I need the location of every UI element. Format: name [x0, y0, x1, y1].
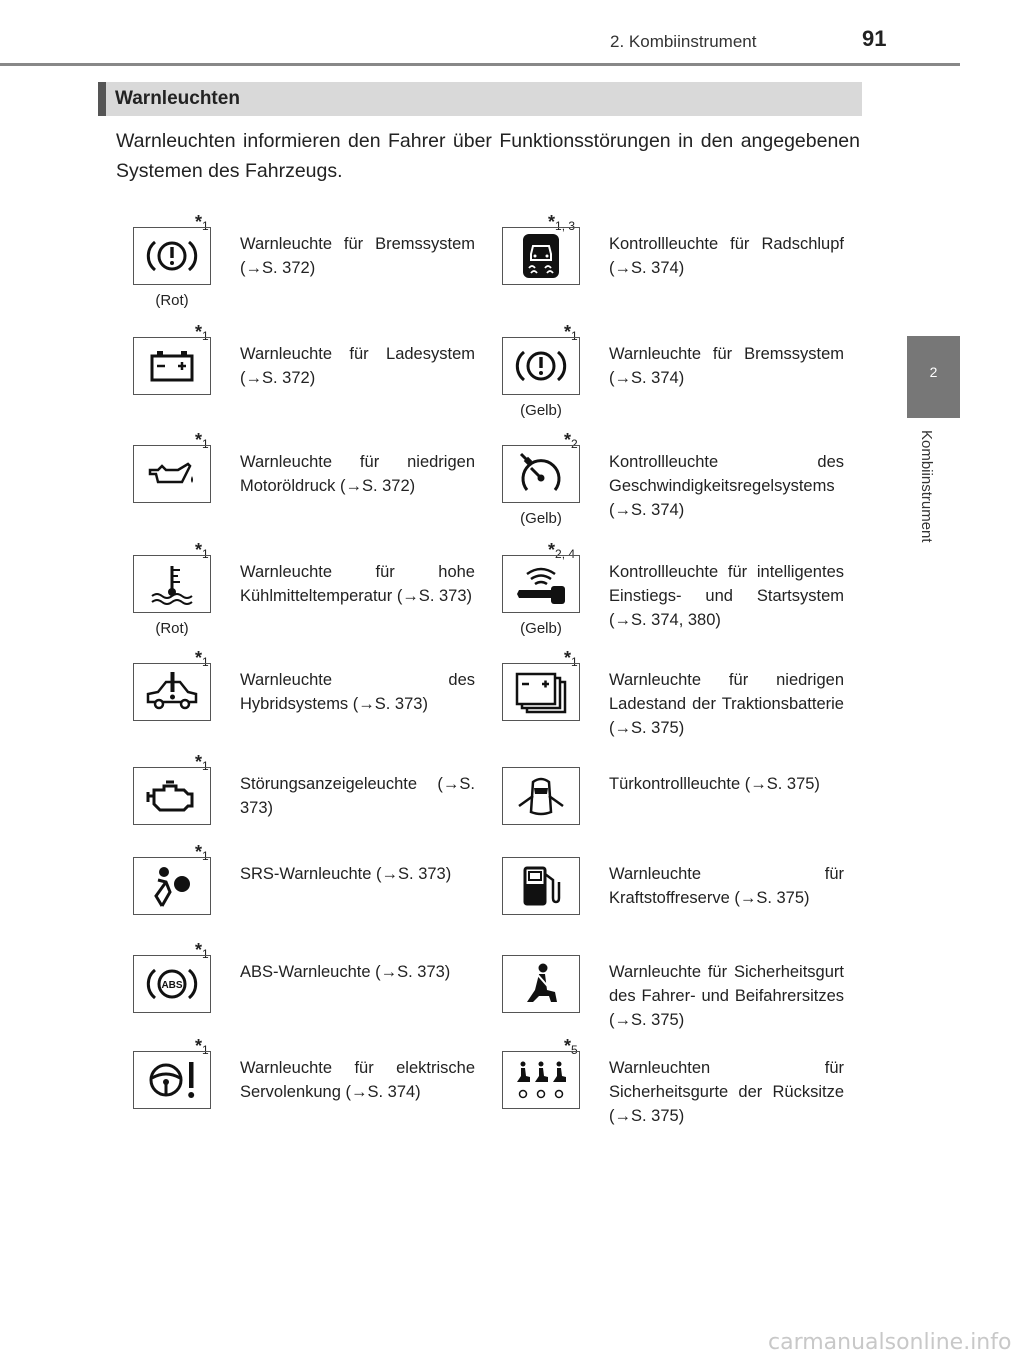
- footnote-marker: $*_1$: [195, 212, 209, 233]
- abs-icon: [133, 955, 211, 1013]
- footnote-marker: $*_1$: [195, 940, 209, 961]
- color-label: (Rot): [155, 620, 189, 637]
- warning-item: [502, 940, 862, 1048]
- srs-airbag-icon: [133, 857, 211, 915]
- color-label: (Gelb): [520, 510, 562, 527]
- chapter-tab-number: 2: [929, 364, 938, 380]
- cruise-control-icon: [502, 445, 580, 503]
- power-steering-icon: [133, 1051, 211, 1109]
- warning-item: [133, 540, 493, 648]
- warning-description: SRS-Warnleuchte (→S. 373): [240, 865, 452, 883]
- footnote-marker: $*_1$: [564, 322, 578, 343]
- warning-item: [502, 1036, 862, 1144]
- brake-warning-icon: [502, 337, 580, 395]
- check-engine-icon: [133, 767, 211, 825]
- warning-item: [502, 430, 862, 538]
- chapter-title: 2. Kombiinstrument: [610, 32, 757, 51]
- footnote-marker: $*_1$: [195, 1036, 209, 1057]
- footnote-marker: $*_1$: [195, 648, 209, 669]
- warning-item: [133, 940, 493, 1048]
- warning-item: [502, 648, 862, 756]
- footnote-marker: $*_{1, 3}$: [548, 212, 576, 233]
- warning-description: Warnleuchte für hohe Kühlmitteltemperatur (→S. 373): [240, 563, 475, 605]
- footnote-marker: $*_5$: [564, 1036, 578, 1057]
- warning-item: [133, 1036, 493, 1144]
- footnote-marker: $*_1$: [564, 648, 578, 669]
- warning-description: Warnleuchte für niedrigen Motoröldruck (→S. 372): [240, 453, 475, 495]
- coolant-temperature-icon: [133, 555, 211, 613]
- brake-warning-icon: [133, 227, 211, 285]
- door-open-icon: [502, 767, 580, 825]
- watermark: carmanualsonline.info: [768, 1330, 1011, 1355]
- battery-charging-icon: [133, 337, 211, 395]
- warning-description: Warnleuchte für niedrigen Ladestand der Traktionsbatterie (→S. 375): [609, 671, 844, 737]
- footnote-marker: $*_1$: [195, 540, 209, 561]
- warning-description: Warnleuchte für Ladesystem (→S. 372): [240, 345, 475, 387]
- section-header-bar: [98, 82, 862, 116]
- warning-description: Kontrollleuchte für Radschlupf (→S. 374): [609, 235, 844, 277]
- warning-item: [502, 212, 862, 320]
- warning-description: Warnleuchte für elektrische Servolenkung (→S. 374): [240, 1059, 475, 1101]
- warning-item: [133, 322, 493, 430]
- footnote-marker: $*_2$: [564, 430, 578, 451]
- oil-pressure-icon: [133, 445, 211, 503]
- color-label: (Rot): [155, 292, 189, 309]
- rear-seatbelt-icon: [502, 1051, 580, 1109]
- traction-battery-icon: [502, 663, 580, 721]
- page-number: 91: [862, 26, 887, 51]
- warning-item: [133, 648, 493, 756]
- warning-description: Warnleuchte des Hybridsystems (→S. 373): [240, 671, 475, 713]
- footnote-marker: $*_1$: [195, 752, 209, 773]
- warning-description: Kontrollleuchte für intelligentes Einstiegs- und Startsystem (→S. 374, 380): [609, 563, 844, 629]
- warning-description: ABS-Warnleuchte (→S. 373): [240, 963, 451, 981]
- warning-description: Kontrollleuchte des Geschwindigkeitsregelsystems (→S. 374): [609, 453, 844, 519]
- warning-item: [133, 430, 493, 538]
- warning-item: [502, 842, 862, 950]
- color-label: (Gelb): [520, 402, 562, 419]
- warning-description: Warnleuchte für Bremssystem (→S. 374): [609, 345, 844, 387]
- seatbelt-icon: [502, 955, 580, 1013]
- svg-text:ABS: ABS: [161, 980, 183, 991]
- header-divider: [0, 63, 960, 66]
- warning-item: [133, 842, 493, 950]
- warning-description: Störungsanzeigeleuchte (→S. 373): [240, 775, 475, 817]
- fuel-icon: [502, 857, 580, 915]
- chapter-tab: [907, 336, 960, 418]
- warning-item: [133, 212, 493, 320]
- color-label: (Gelb): [520, 620, 562, 637]
- section-intro: Warnleuchten informieren den Fahrer über Funktionsstörungen in den angegebenen Systemen des Fahrzeugs.: [116, 130, 860, 182]
- footnote-marker: $*_{2, 4}$: [548, 540, 576, 561]
- warning-item: [502, 540, 862, 648]
- warning-description: Türkontrollleuchte (→S. 375): [609, 775, 820, 793]
- smart-key-icon: [502, 555, 580, 613]
- warning-description: Warnleuchten für Sicherheitsgurte der Rücksitze (→S. 375): [609, 1059, 844, 1125]
- warning-description: Warnleuchte für Kraftstoffreserve (→S. 375): [609, 865, 844, 907]
- warning-item: [502, 322, 862, 430]
- warning-description: Warnleuchte für Sicherheitsgurt des Fahrer- und Beifahrersitzes (→S. 375): [609, 963, 844, 1029]
- footnote-marker: $*_1$: [195, 430, 209, 451]
- hybrid-system-icon: [133, 663, 211, 721]
- section-header-marker: [98, 82, 106, 116]
- footnote-marker: $*_1$: [195, 842, 209, 863]
- footnote-marker: $*_1$: [195, 322, 209, 343]
- chapter-tab-label: Kombiinstrument: [918, 430, 935, 543]
- section-title: Warnleuchten: [115, 88, 240, 109]
- warning-description: Warnleuchte für Bremssystem (→S. 372): [240, 235, 475, 277]
- slip-indicator-icon: [502, 227, 580, 285]
